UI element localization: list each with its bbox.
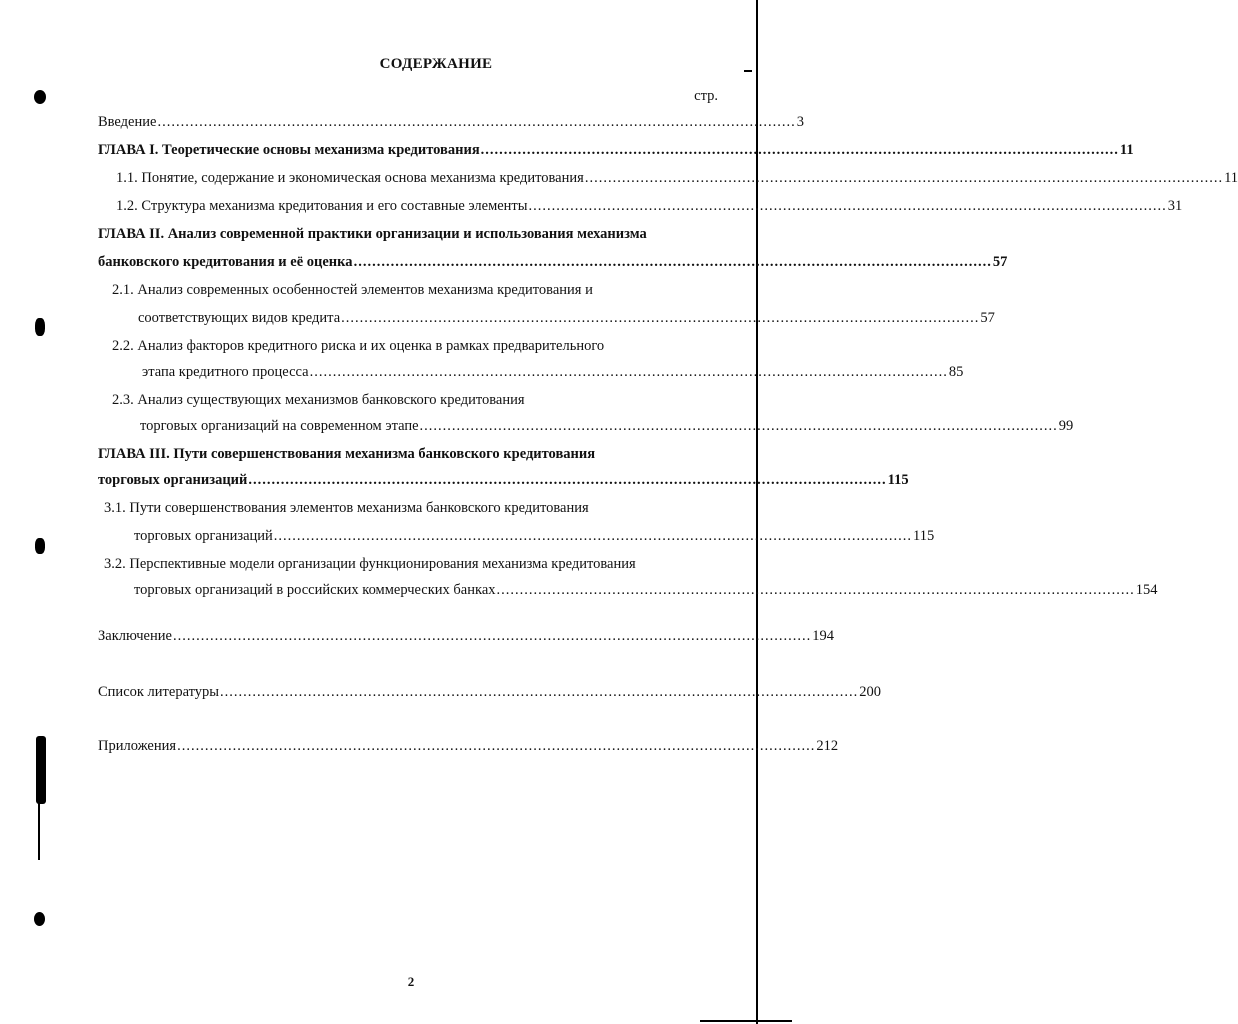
- toc-leader-dots: ..........................................................................................................................................: [157, 114, 796, 130]
- toc-entry-section-3-1: [134, 526, 935, 546]
- toc-entry-section-1-1: [116, 168, 1238, 188]
- toc-entry-text: этапа кредитного процесса: [142, 364, 309, 380]
- toc-entry-chapter-3: [98, 470, 909, 490]
- toc-entry-chapter-2-line-1: ГЛАВА II. Анализ современной практики организации и использования механизма: [98, 226, 647, 242]
- toc-entry-text: банковского кредитования и её оценка: [98, 254, 353, 270]
- toc-entry-text: Список литературы: [98, 684, 220, 700]
- toc-entry-section-1-2: [116, 196, 1183, 216]
- toc-page-number: 57: [980, 310, 995, 326]
- toc-page-number: 85: [948, 364, 964, 380]
- binding-edge-mark: [36, 736, 46, 804]
- toc-entry-text: торговых организаций: [134, 528, 273, 544]
- toc-page-number: 31: [1167, 198, 1183, 214]
- toc-entry-text: Заключение: [98, 628, 172, 644]
- toc-page-number: 99: [1058, 418, 1074, 434]
- toc-entry-chapter-1: [98, 140, 1134, 160]
- toc-leader-dots: ..........................................................................................................................................: [309, 364, 948, 380]
- toc-page-number: 212: [816, 738, 839, 754]
- toc-entry-text: Приложения: [98, 738, 177, 754]
- toc-entry-text: 1.1. Понятие, содержание и экономическая основа механизма кредитования: [116, 170, 584, 186]
- toc-entry-section-3-2-line-1: 3.2. Перспективные модели организации функционирования механизма кредитования: [104, 556, 636, 572]
- punch-hole-mark: [34, 90, 46, 104]
- toc-leader-dots: ..........................................................................................................................................: [177, 738, 816, 754]
- toc-entry-section-2-2: [142, 362, 964, 382]
- toc-leader-dots: ..........................................................................................................................................: [248, 472, 887, 488]
- toc-page-number: 115: [887, 472, 909, 488]
- toc-leader-dots: ..........................................................................................................................................: [220, 684, 859, 700]
- toc-entry-text: торговых организаций: [98, 472, 248, 488]
- toc-entry-section-2-3-line-1: 2.3. Анализ существующих механизмов банковского кредитования: [112, 392, 525, 408]
- toc-page-number: 200: [859, 684, 882, 700]
- page-column-label: стр.: [694, 88, 718, 104]
- punch-hole-mark: [34, 912, 45, 926]
- toc-leader-dots: ..........................................................................................................................................: [419, 418, 1058, 434]
- binding-edge-line: [38, 800, 40, 860]
- toc-leader-dots: ..........................................................................................................................................: [480, 142, 1119, 158]
- toc-entry-section-2-1-line-1: 2.1. Анализ современных особенностей элементов механизма кредитования и: [112, 282, 593, 298]
- toc-entry-text: соответствующих видов кредита: [138, 310, 341, 326]
- toc-leader-dots: ..........................................................................................................................................: [353, 254, 992, 270]
- toc-leader-dots: ..........................................................................................................................................: [341, 310, 980, 326]
- bottom-edge-line: [700, 1020, 792, 1022]
- toc-page-number: 11: [1224, 170, 1238, 186]
- toc-entry-references: [98, 682, 882, 702]
- toc-page-number: 57: [992, 254, 1008, 270]
- toc-entry-conclusion: [98, 626, 834, 646]
- toc-leader-dots: ..........................................................................................................................................: [172, 628, 812, 644]
- toc-entry-appendix: [98, 736, 839, 756]
- toc-entry-chapter-3-line-1: ГЛАВА III. Пути совершенствования механизма банковского кредитования: [98, 446, 596, 462]
- toc-entry-text: 1.2. Структура механизма кредитования и его составные элементы: [116, 198, 528, 214]
- toc-entry-text: Введение: [98, 114, 157, 130]
- toc-page-number: 3: [796, 114, 804, 130]
- toc-leader-dots: ..........................................................................................................................................: [584, 170, 1224, 186]
- page-number: 2: [407, 974, 415, 989]
- toc-leader-dots: ..........................................................................................................................................: [273, 528, 913, 544]
- page-title: СОДЕРЖАНИЕ: [379, 56, 493, 72]
- toc-page-number: 115: [913, 528, 935, 544]
- toc-page-number: 11: [1119, 142, 1134, 158]
- toc-leader-dots: ..........................................................................................................................................: [496, 582, 1135, 598]
- toc-entry-text: торговых организаций на современном этапе: [140, 418, 419, 434]
- toc-page-number: 194: [812, 628, 834, 644]
- toc-entry-intro: [98, 112, 804, 132]
- toc-entry-section-3-2: [134, 580, 1158, 600]
- punch-hole-mark: [35, 318, 45, 336]
- toc-entry-text: торговых организаций в российских коммерческих банках: [134, 582, 496, 598]
- toc-entry-chapter-2: [98, 252, 1008, 272]
- toc-leader-dots: ..........................................................................................................................................: [528, 198, 1167, 214]
- toc-entry-section-3-1-line-1: 3.1. Пути совершенствования элементов механизма банковского кредитования: [104, 500, 589, 516]
- toc-entry-section-2-1: [138, 308, 995, 328]
- punch-hole-mark: [35, 538, 45, 554]
- toc-entry-section-2-2-line-1: 2.2. Анализ факторов кредитного риска и их оценка в рамках предварительного: [112, 338, 605, 354]
- toc-entry-text: ГЛАВА I. Теоретические основы механизма кредитования: [98, 142, 480, 158]
- toc-page-number: 154: [1135, 582, 1158, 598]
- toc-entry-section-2-3: [140, 416, 1074, 436]
